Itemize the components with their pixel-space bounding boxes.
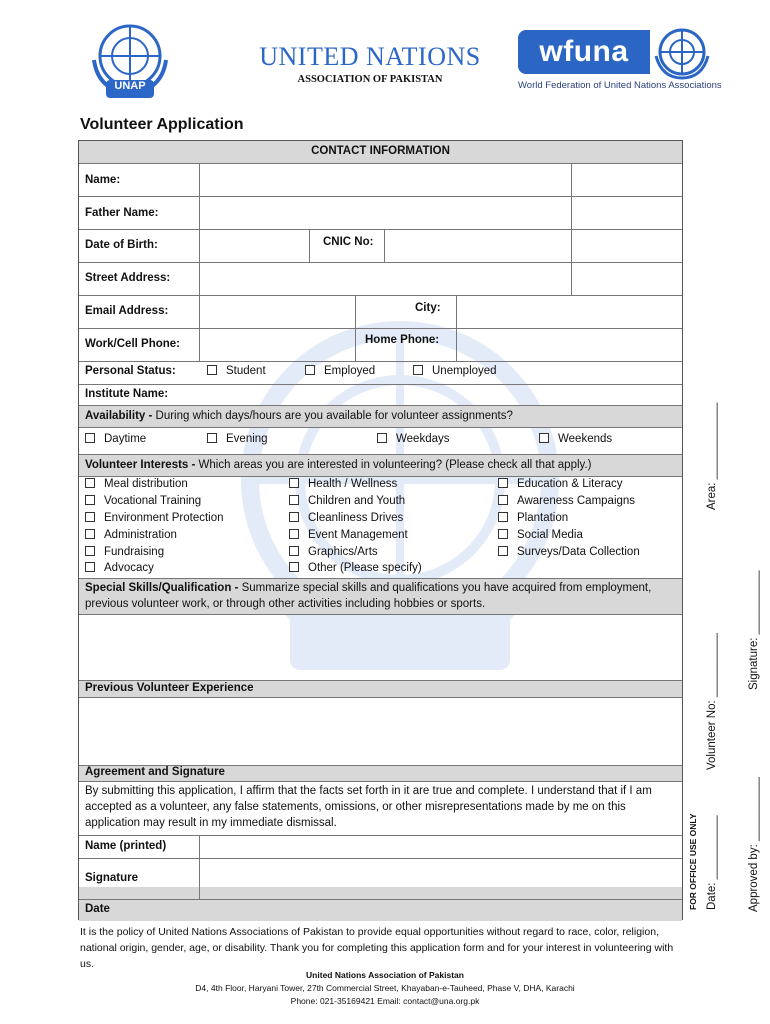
skills-heading: Special Skills/Qualification - Summarize special skills and qualifications you have acquired from employment, previous volunteer work, or through other activities including hobbies or sports. bbox=[85, 582, 652, 610]
skills-textarea[interactable] bbox=[79, 615, 682, 679]
personal-status-label: Personal Status: bbox=[85, 365, 176, 377]
org-title: UNITED NATIONS bbox=[259, 42, 481, 71]
interests-heading: Volunteer Interests - Which areas you are interested in volunteering? (Please check all that apply.) bbox=[85, 459, 592, 471]
experience-textarea[interactable] bbox=[79, 698, 682, 764]
footer-contact: Phone: 021-35169421 Email: contact@una.org.pk bbox=[290, 996, 480, 1006]
office-volunteer-no: Volunteer No: __________ bbox=[706, 633, 718, 770]
interest-checkbox[interactable]: Fundraising bbox=[85, 546, 164, 558]
status-student-checkbox[interactable]: Student bbox=[207, 365, 266, 377]
date-label: Date bbox=[85, 903, 110, 915]
wfuna-logo-text: wfuna bbox=[539, 35, 629, 68]
interest-checkbox[interactable]: Administration bbox=[85, 529, 177, 541]
policy-text: It is the policy of United Nations Associations of Pakistan to provide equal opportunities without regard to race, color, religion, national origin, gender, age, or disability. Thank you for completing this application form and for your interest in volunteering with us. bbox=[80, 926, 674, 970]
availability-weekdays-checkbox[interactable]: Weekdays bbox=[377, 433, 449, 445]
contact-info-heading: CONTACT INFORMATION bbox=[311, 145, 450, 157]
name-label: Name: bbox=[85, 174, 121, 186]
interest-checkbox[interactable]: Meal distribution bbox=[85, 478, 188, 490]
availability-weekends-checkbox[interactable]: Weekends bbox=[539, 433, 612, 445]
interest-checkbox[interactable]: Vocational Training bbox=[85, 495, 201, 507]
email-label: Email Address: bbox=[85, 305, 169, 317]
father-name-label: Father Name: bbox=[85, 207, 159, 219]
name-printed-label: Name (printed) bbox=[85, 840, 167, 852]
office-approved-by: Approved by: __________ bbox=[748, 777, 760, 912]
application-form bbox=[78, 140, 683, 920]
interest-checkbox[interactable]: Graphics/Arts bbox=[289, 546, 378, 558]
cnic-label: CNIC No: bbox=[323, 236, 374, 248]
signature-label: Signature bbox=[85, 872, 139, 884]
dob-label: Date of Birth: bbox=[85, 239, 158, 251]
interest-checkbox[interactable]: Education & Literacy bbox=[498, 478, 622, 490]
office-date: Date: __________ bbox=[706, 815, 718, 910]
interest-checkbox[interactable]: Other (Please specify) bbox=[289, 562, 422, 574]
status-employed-checkbox[interactable]: Employed bbox=[305, 365, 375, 377]
unap-logo-text: UNAP bbox=[114, 80, 146, 92]
interest-checkbox[interactable]: Environment Protection bbox=[85, 512, 224, 524]
work-phone-label: Work/Cell Phone: bbox=[85, 338, 180, 350]
interest-checkbox[interactable]: Cleanliness Drives bbox=[289, 512, 403, 524]
un-globe-icon bbox=[652, 26, 712, 80]
status-unemployed-checkbox[interactable]: Unemployed bbox=[413, 365, 497, 377]
office-signature: Signature: __________ bbox=[748, 570, 760, 690]
experience-heading: Previous Volunteer Experience bbox=[85, 682, 254, 694]
agreement-heading: Agreement and Signature bbox=[85, 766, 225, 778]
footer-address: D4, 4th Floor, Haryani Tower, 27th Commercial Street, Khayaban-e-Tauheed, Phase V, DHA, Karachi bbox=[195, 983, 575, 993]
interest-checkbox[interactable]: Advocacy bbox=[85, 562, 154, 574]
availability-daytime-checkbox[interactable]: Daytime bbox=[85, 433, 146, 445]
interest-checkbox[interactable]: Health / Wellness bbox=[289, 478, 397, 490]
interest-checkbox[interactable]: Plantation bbox=[498, 512, 568, 524]
institute-label: Institute Name: bbox=[85, 388, 169, 400]
interest-checkbox[interactable]: Surveys/Data Collection bbox=[498, 546, 640, 558]
interest-checkbox[interactable]: Event Management bbox=[289, 529, 408, 541]
interest-checkbox[interactable]: Children and Youth bbox=[289, 495, 405, 507]
office-area: Area: ____________ bbox=[706, 402, 718, 510]
interest-checkbox[interactable]: Social Media bbox=[498, 529, 583, 541]
availability-evening-checkbox[interactable]: Evening bbox=[207, 433, 268, 445]
home-phone-label: Home Phone: bbox=[365, 334, 440, 346]
street-address-label: Street Address: bbox=[85, 272, 171, 284]
agreement-text: By submitting this application, I affirm that the facts set forth in it are true and complete. I understand that if I am accepted as a volunteer, any false statements, omissions, or other misrepresentations made by me on this application may result in my immediate dismissal. bbox=[85, 785, 652, 829]
org-subtitle: ASSOCIATION OF PAKISTAN bbox=[297, 74, 443, 85]
city-label: City: bbox=[415, 302, 441, 314]
availability-heading: Availability - During which days/hours are you available for volunteer assignments? bbox=[85, 410, 513, 422]
document-title: Volunteer Application bbox=[80, 116, 244, 133]
wfuna-subtitle: World Federation of United Nations Associations bbox=[518, 80, 722, 91]
interest-checkbox[interactable]: Awareness Campaigns bbox=[498, 495, 635, 507]
office-use-heading: FOR OFFICE USE ONLY bbox=[688, 813, 698, 910]
footer-org: United Nations Association of Pakistan bbox=[306, 970, 464, 980]
